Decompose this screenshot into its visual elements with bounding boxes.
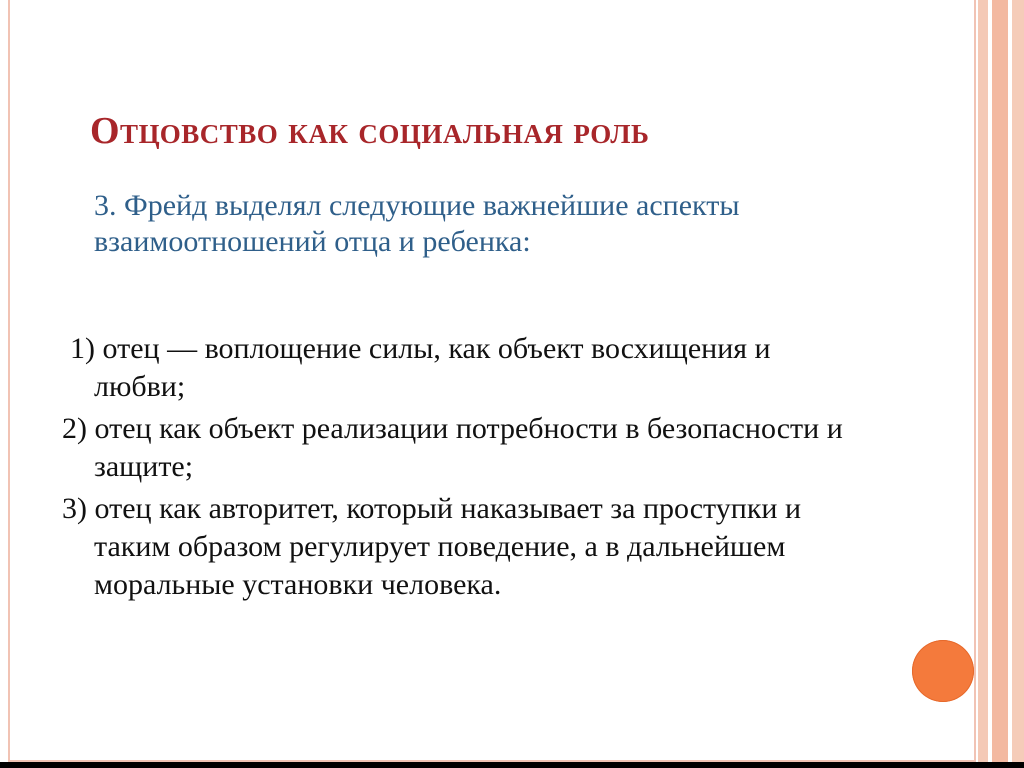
aspects-list [62, 330, 862, 608]
bottom-border [0, 762, 1024, 768]
slide-title: Отцовство как социальная роль [90, 110, 650, 152]
list-item: 3) отец как авторитет, который наказывает за проступки и таким образом регулирует поведение, а в дальнейшем моральные установки человека. [62, 492, 802, 601]
stripe [978, 0, 988, 762]
orange-circle-icon [912, 640, 974, 702]
intro-text: 3. Фрейд выделял следующие важнейшие аспекты взаимоотношений отца и ребенка: [94, 189, 740, 258]
stripe [1012, 0, 1024, 762]
list-item: 1) отец — воплощение силы, как объект восхищения и любви; [70, 332, 771, 403]
vertical-stripes-decoration [978, 0, 1024, 762]
stripe [992, 0, 1008, 762]
list-item: 2) отец как объект реализации потребности в безопасности и защите; [62, 412, 843, 483]
